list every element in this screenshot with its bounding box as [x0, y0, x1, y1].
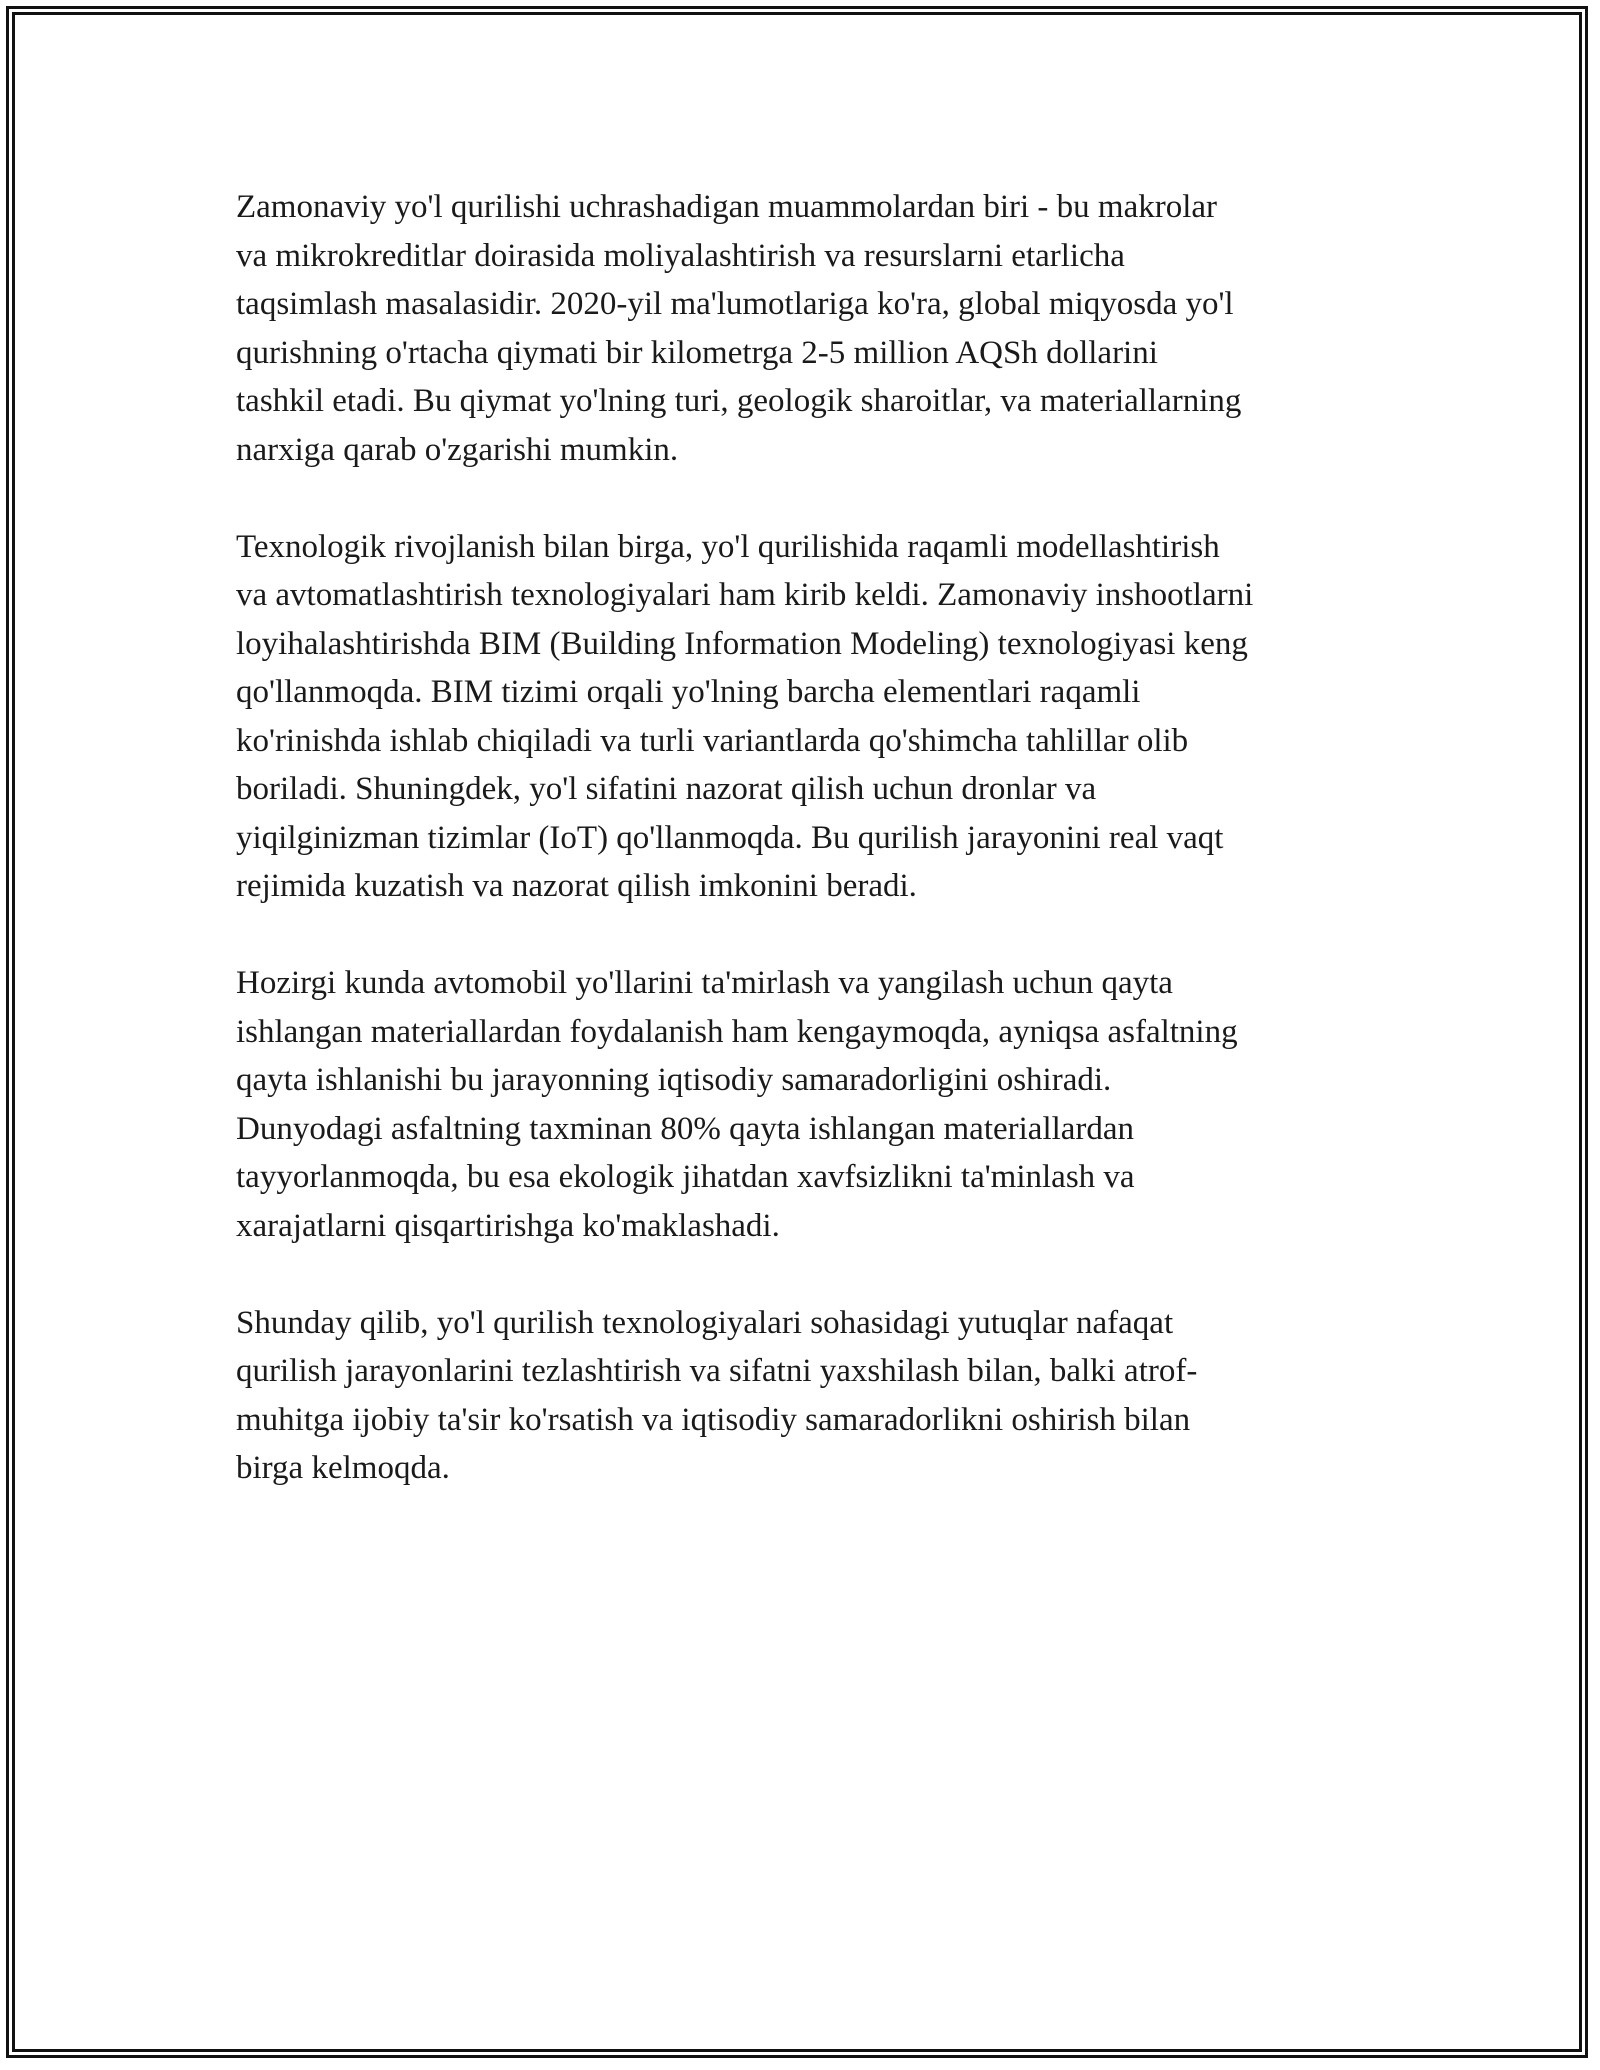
paragraph-4: Shunday qilib, yo'l qurilish texnologiyalari sohasidagi yutuqlar nafaqat qurilish jarayonlarini tezlashtirish va sifatni yaxshilash bilan, balki atrof- muhitga ijobiy ta'sir ko'rsatish va iqtisodiy samaradorlikni oshirish bilan birga kelmoqda.	[236, 1304, 1198, 1486]
paragraph-2: Texnologik rivojlanish bilan birga, yo'l qurilishida raqamli modellashtirish va avtomatlashtirish texnologiyalari ham kirib keldi. Zamonaviy inshootlarni loyihalashtirishda BIM (Building Information Modeling) texnologiyasi keng qo'llanmoqda. BIM tizimi orqali yo'lning barcha elementlari raqamli ko'rinishda ishlab chiqiladi va turli variantlarda qo'shimcha tahlillar olib boriladi. Shuningdek, yo'l sifatini nazorat qilish uchun dronlar va yiqilginizman tizimlar (IoT) qo'llanmoqda. Bu qurilish jarayonini real vaqt rejimida kuzatish va nazorat qilish imkonini beradi.	[236, 528, 1254, 904]
paragraph-3: Hozirgi kunda avtomobil yo'llarini ta'mirlash va yangilash uchun qayta ishlangan materiallardan foydalanish ham kengaymoqda, ayniqsa asfaltning qayta ishlanishi bu jarayonning iqtisodiy samaradorligini oshiradi. Dunyodagi asfaltning taxminan 80% qayta ishlangan materiallardan tayyorlanmoqda, bu esa ekologik jihatdan xavfsizlikni ta'minlash va xarajatlarni qisqartirishga ko'maklashadi.	[236, 965, 1238, 1244]
document-body	[236, 183, 1376, 1541]
paragraph-1: Zamonaviy yo'l qurilishi uchrashadigan muammolardan biri - bu makrolar va mikrokreditlar doirasida moliyalashtirish va resurslarni etarlicha taqsimlash masalasidir. 2020-yil ma'lumotlariga ko'ra, global miqyosda yo'l qurishning o'rtacha qiymati bir kilometrga 2-5 million AQSh dollarini tashkil etadi. Bu qiymat yo'lning turi, geologik sharoitlar, va materiallarning narxiga qarab o'zgarishi mumkin.	[236, 189, 1242, 468]
